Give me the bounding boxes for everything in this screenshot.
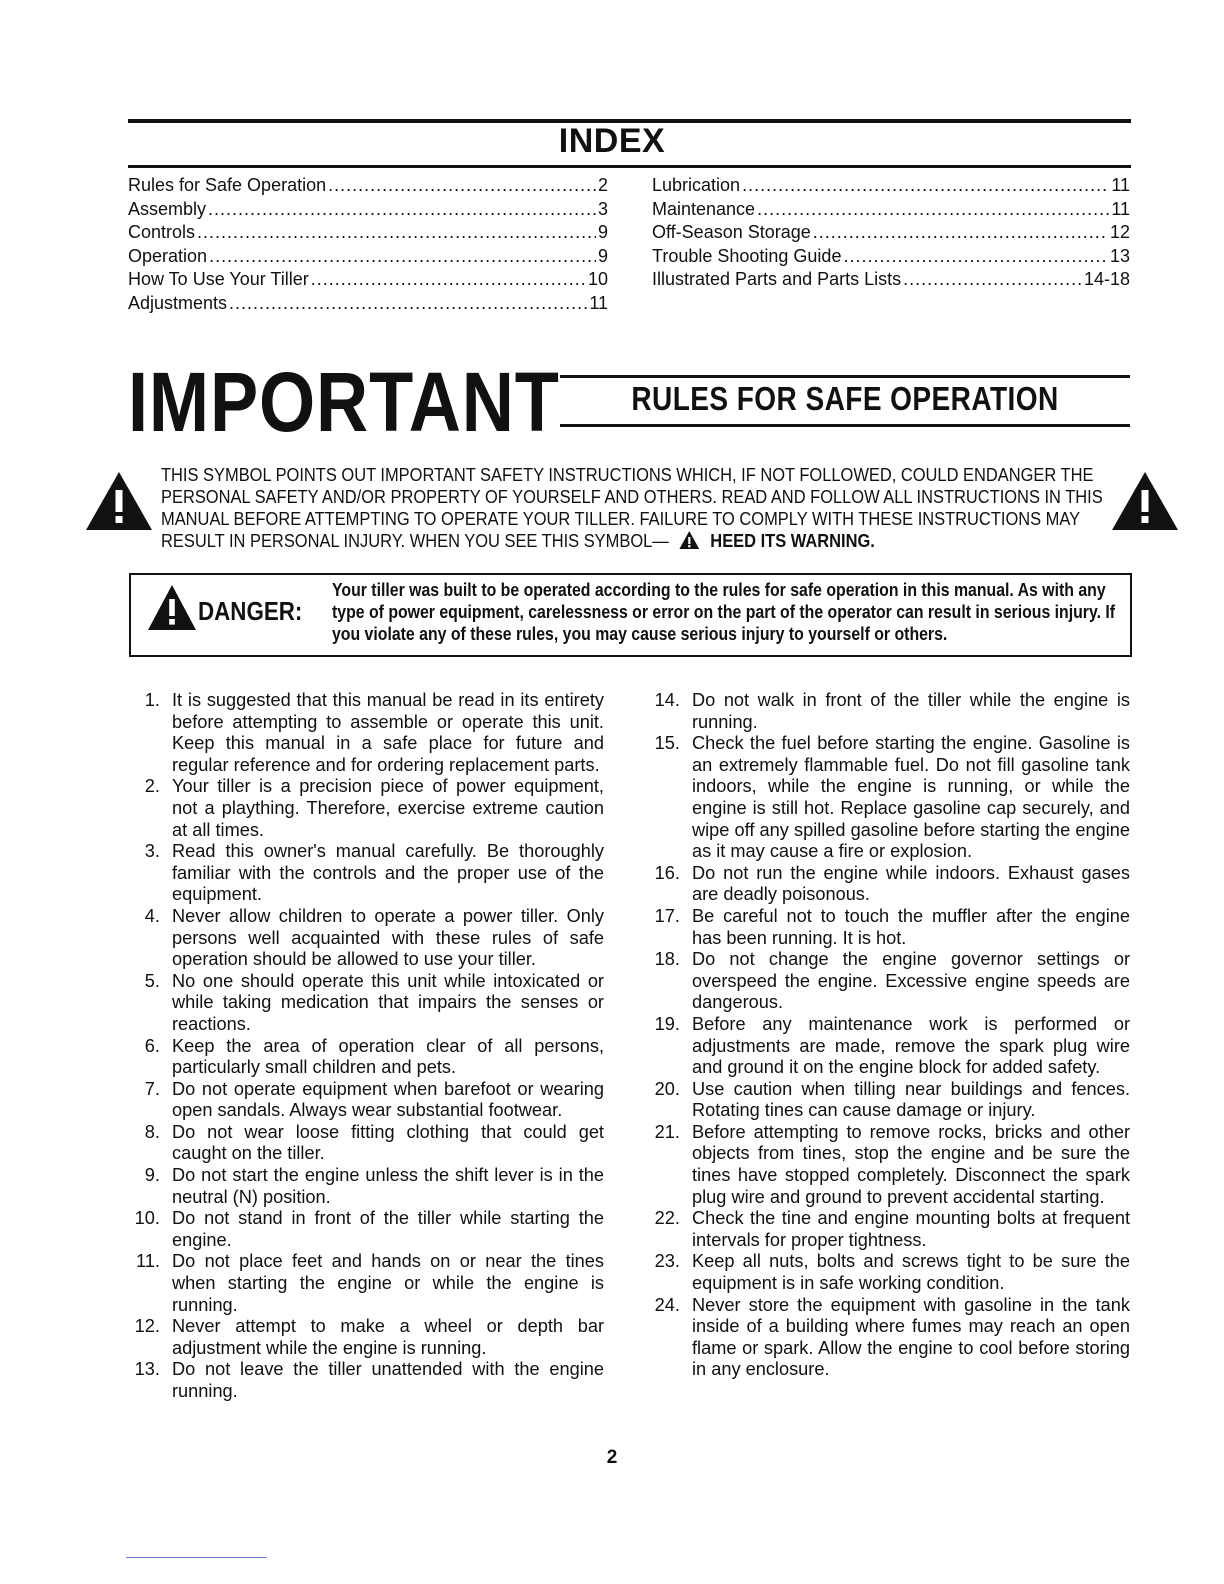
index-leader-dots [843,245,1108,269]
safety-rule-number: 15. [654,733,680,754]
safety-rule-text: Be careful not to touch the muffler after the engine has been running. It is hot. [692,905,1130,948]
index-leader-dots [813,221,1108,245]
index-entry-label: Illustrated Parts and Parts Lists [652,269,902,290]
index-entry-page: 12 [1109,222,1130,243]
safety-rule-number: 5. [144,970,160,991]
index-entry [128,174,608,198]
safety-rule [128,1036,604,1079]
index-leader-dots [197,221,596,245]
safety-rule [648,1014,1130,1079]
safety-rule-text: Do not place feet and hands on or near the tines when starting the engine or while the engine is running. [172,1251,604,1315]
safety-rule-text: Never store the equipment with gasoline in the tank inside of a building where fumes may reach an open flame or spark. Allow the engine to cool before storing in any enclosure. [692,1294,1130,1380]
safety-rule-number: 23. [654,1251,680,1272]
safety-rule [128,1122,604,1165]
safety-rule-text: Your tiller is a precision piece of power equipment, not a plaything. Therefore, exercise extreme caution at all times. [172,776,604,840]
index-leader-dots [903,268,1082,292]
footer-rule [126,1557,267,1558]
index-leader-dots [757,198,1109,222]
index-entry-label: Assembly [128,198,207,219]
safety-rule-number: 11. [136,1251,160,1272]
index-leader-dots [311,268,586,292]
index-entry-page: 10 [587,269,608,290]
index-entry-label: Rules for Safe Operation [128,175,327,195]
safety-rule-text: Do not wear loose fitting clothing that could get caught on the tiller. [172,1121,604,1164]
safety-rule-text: Do not run the engine while indoors. Exhaust gases are deadly poisonous. [692,862,1130,905]
safety-rule-number: 10. [134,1208,160,1229]
safety-rule [128,776,604,841]
safety-rule [648,1079,1130,1122]
safety-rule [648,1251,1130,1294]
safety-rule-number: 22. [654,1208,680,1229]
index-entry-label: Maintenance [652,198,756,219]
index-entry-label: Trouble Shooting Guide [652,245,842,266]
safety-rule-number: 2. [144,776,160,797]
safety-rule [128,906,604,971]
safety-rule-number: 7. [144,1078,160,1099]
index-entry [652,268,1130,292]
safety-rule [128,1079,604,1122]
safety-rule-text: Do not stand in front of the tiller while starting the engine. [172,1208,604,1250]
index-entry [128,292,608,316]
safety-rule-number: 12. [134,1316,160,1337]
safety-rule-text: Do not operate equipment when barefoot or wearing open sandals. Always wear substantial footwear. [172,1078,604,1121]
safety-rule-text: Keep all nuts, bolts and screws tight to be sure the equipment is in safe working condition. [692,1251,1130,1294]
safety-rule-number: 17. [654,905,680,926]
safety-rule [128,841,604,906]
index-entry-page: 2 [597,175,608,195]
safety-rule [648,906,1130,949]
index-entry [128,268,608,292]
safety-rule-text: Do not leave the tiller unattended with the engine running. [172,1359,604,1401]
rules-title-top-rule [560,375,1130,378]
safety-rule-number: 9. [144,1165,160,1186]
danger-text: Your tiller was built to be operated according to the rules for safe operation in this manual. As with any type of power equipment, carelessness or error on the part of the operator can result in serious injury. If you violate any of these rules, you may cause serious injury to yourself or others. [332,580,1116,644]
safety-rule-number: 14. [654,690,680,710]
safety-rule [128,971,604,1036]
safety-rule-number: 3. [144,841,160,862]
rules-left-column [128,690,604,1403]
safety-rule-text: Before attempting to remove rocks, bricks and other objects from tines, stop the engine and be sure the tines have stopped completely. Disconnect the spark plug wire and ground to prevent accidental starting. [692,1121,1130,1207]
index-entry [652,245,1130,269]
safety-rule-text: Do not change the engine governor settings or overspeed the engine. Excessive engine speeds are dangerous. [692,949,1130,1013]
index-entry-page: 13 [1109,245,1130,266]
safety-rule-text: Before any maintenance work is performed or adjustments are made, remove the spark plug wire and ground it on the engine block for added safety. [692,1013,1130,1078]
index-right-column [652,174,1130,292]
safety-rule [128,1316,604,1359]
index-entry [128,245,608,269]
safety-rule-number: 21. [654,1121,680,1142]
index-entry [652,198,1130,222]
heed-warning-text: HEED ITS WARNING. [710,530,875,551]
safety-rule-text: Use caution when tilling near buildings and fences. Rotating tines can cause damage or injury. [692,1078,1130,1121]
index-leader-dots [229,292,587,316]
index-entry-page: 9 [597,222,608,243]
safety-rule-number: 8. [144,1121,160,1142]
rules-right-column [648,690,1130,1381]
safety-rule-number: 1. [144,690,160,710]
safety-rule-text: It is suggested that this manual be read in its entirety before attempting to assemble or operate this unit. Keep this manual in a safe place for future and regular reference and for ordering replacement parts. [172,690,604,775]
safety-rule-text: Read this owner's manual carefully. Be thoroughly familiar with the controls and the proper use of the equipment. [172,841,604,905]
safety-rule [128,1251,604,1316]
safety-symbol-text: THIS SYMBOL POINTS OUT IMPORTANT SAFETY INSTRUCTIONS WHICH, IF NOT FOLLOWED, COULD ENDANGER THE PERSONAL SAFETY AND/OR PROPERTY OF YOURSELF AND OTHERS. READ AND FOLLOW ALL INSTRUCTIONS IN THIS MANUAL BEFORE ATTEMPTING TO OPERATE YOUR TILLER. FAILURE TO COMPLY WITH THESE INSTRUCTIONS MAY RESULT IN PERSONAL INJURY. WHEN YOU SEE THIS SYMBOL— [161,464,1103,551]
index-entry-page: 11 [589,292,608,313]
safety-rule [648,949,1130,1014]
safety-rule-text: Do not walk in front of the tiller while the engine is running. [692,690,1130,732]
index-entry [652,221,1130,245]
safety-rule [128,1165,604,1208]
index-entry-label: How To Use Your Tiller [128,269,309,290]
safety-rule [648,1122,1130,1208]
index-entry-label: Operation [128,245,208,266]
safety-rule-text: Check the tine and engine mounting bolts at frequent intervals for proper tightness. [692,1208,1130,1250]
index-entry-label: Off-Season Storage [652,222,811,243]
safety-rule [128,690,604,776]
safety-rule [648,1295,1130,1381]
safety-rule [648,733,1130,863]
index-entry [128,198,608,222]
safety-rule-number: 13. [134,1359,160,1380]
index-entry-label: Lubrication [652,175,741,195]
danger-triangle-icon [146,583,198,633]
index-bottom-rule [128,165,1131,168]
index-entry-page: 11 [1111,198,1130,219]
index-leader-dots [208,198,596,222]
safety-rule [648,863,1130,906]
warning-triangle-icon-right [1110,470,1180,532]
index-entry [652,174,1130,198]
index-entry-page: 9 [597,245,608,266]
safety-rule-text: Check the fuel before starting the engine. Gasoline is an extremely flammable fuel. Do not fill gasoline tank indoors, while the engine is running, or while the engine is still hot. Replace gasoline cap securely, and wipe off any spilled gasoline before starting the engine as it may cause a fire or explosion. [692,733,1130,862]
safety-rule-number: 4. [144,905,160,926]
index-entry-label: Adjustments [128,292,228,313]
warning-triangle-icon-inline [679,530,701,550]
index-entry-page: 14-18 [1083,269,1130,290]
warning-triangle-icon-left [84,470,154,532]
index-leader-dots [328,174,596,198]
safety-symbol-paragraph [161,464,1106,552]
rules-title-bottom-rule [560,424,1130,427]
important-heading: IMPORTANT [128,355,560,449]
index-left-column [128,174,608,316]
safety-rule [128,1359,604,1402]
index-entry-page: 3 [597,198,608,219]
index-entry [128,221,608,245]
safety-rule-text: Never attempt to make a wheel or depth bar adjustment while the engine is running. [172,1316,604,1358]
safety-rule [648,690,1130,733]
safety-rule [648,1208,1130,1251]
safety-rule-text: No one should operate this unit while intoxicated or while taking medication that impairs the senses or reactions. [172,970,604,1034]
index-title: INDEX [558,122,666,160]
page-number: 2 [606,1447,618,1468]
safety-rule-text: Never allow children to operate a power tiller. Only persons well acquainted with these rules of safe operation should be allowed to use your tiller. [172,905,604,970]
safety-rule-text: Keep the area of operation clear of all persons, particularly small children and pets. [172,1035,604,1078]
safety-rule-number: 24. [654,1294,680,1315]
safety-rule-number: 20. [654,1078,680,1099]
safety-rule-number: 6. [144,1035,160,1056]
safety-rule-number: 19. [654,1013,680,1034]
index-entry-label: Controls [128,222,196,243]
danger-label: DANGER: [198,596,303,626]
index-entry-page: 11 [1111,175,1130,195]
safety-rule-text: Do not start the engine unless the shift lever is in the neutral (N) position. [172,1165,604,1207]
safety-rule-number: 18. [654,949,680,970]
index-leader-dots [742,174,1109,198]
index-leader-dots [209,245,596,269]
safety-rule [128,1208,604,1251]
safety-rule-number: 16. [654,862,680,883]
rules-title: RULES FOR SAFE OPERATION [631,380,1059,417]
